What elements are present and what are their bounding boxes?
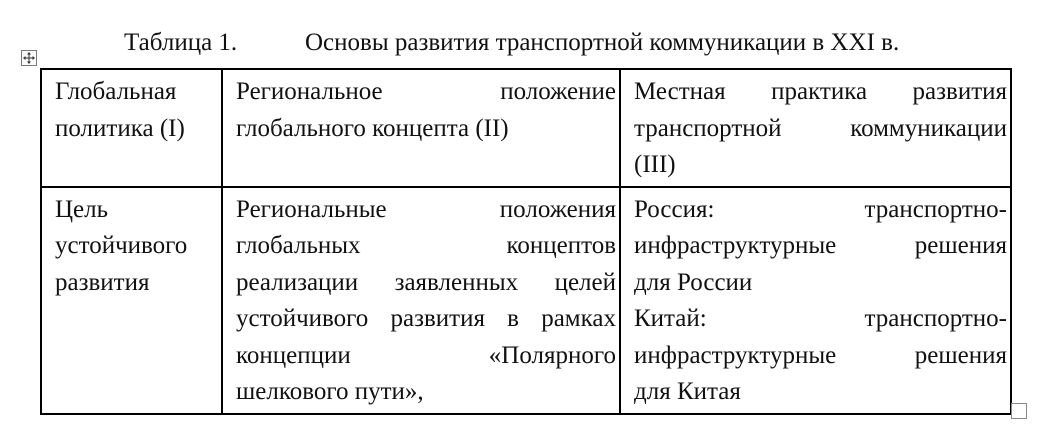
- header-cell-global-policy[interactable]: [41, 69, 222, 187]
- cell-line: Цель: [55, 195, 109, 223]
- cell-line: шелкового пути»,: [236, 378, 424, 405]
- cell-line: Местная практика развития: [634, 78, 1007, 105]
- cell-line: глобального концепта (II): [236, 114, 509, 142]
- caption-number: Таблица 1.: [124, 29, 238, 56]
- cell-line: Региональное положение: [236, 78, 616, 105]
- cell-line: Региональные положения: [236, 195, 616, 223]
- table-resize-handle[interactable]: [1011, 403, 1027, 419]
- cell-line: для России: [634, 268, 753, 296]
- table-header-row: [41, 69, 1011, 187]
- body-cell-goal[interactable]: [41, 187, 222, 414]
- cell-line: развития: [55, 268, 150, 296]
- cell-line: Глобальная: [55, 78, 177, 105]
- table-row: [41, 187, 1011, 414]
- cell-line: инфраструктурные решения: [634, 341, 1007, 369]
- cell-line: устойчивого развития в рамках: [236, 305, 616, 332]
- cell-line: концепции «Полярного: [236, 341, 616, 369]
- cell-line: (III): [634, 151, 676, 178]
- cell-line: политика (I): [55, 114, 185, 142]
- cell-line: Китай: транспортно-: [634, 305, 1007, 332]
- body-cell-regional-positions[interactable]: [222, 187, 620, 414]
- move-arrows-icon: [22, 51, 36, 65]
- body-cell-local-solutions[interactable]: [620, 187, 1011, 414]
- cell-line: инфраструктурные решения: [634, 232, 1007, 259]
- cell-line: устойчивого: [55, 232, 188, 259]
- header-cell-regional-position[interactable]: [222, 69, 620, 187]
- header-cell-local-practice[interactable]: [620, 69, 1011, 187]
- table-move-handle[interactable]: [21, 50, 37, 66]
- cell-line: глобальных концептов: [236, 232, 616, 259]
- cell-line: Россия: транспортно-: [634, 195, 1007, 223]
- caption-title: Основы развития транспортной коммуникации в XXI в.: [305, 29, 900, 56]
- cell-line: реализации заявленных целей: [236, 268, 616, 296]
- cell-line: транспортной коммуникации: [634, 114, 1007, 142]
- cell-line: для Китая: [634, 378, 741, 405]
- transport-table: [40, 68, 1012, 415]
